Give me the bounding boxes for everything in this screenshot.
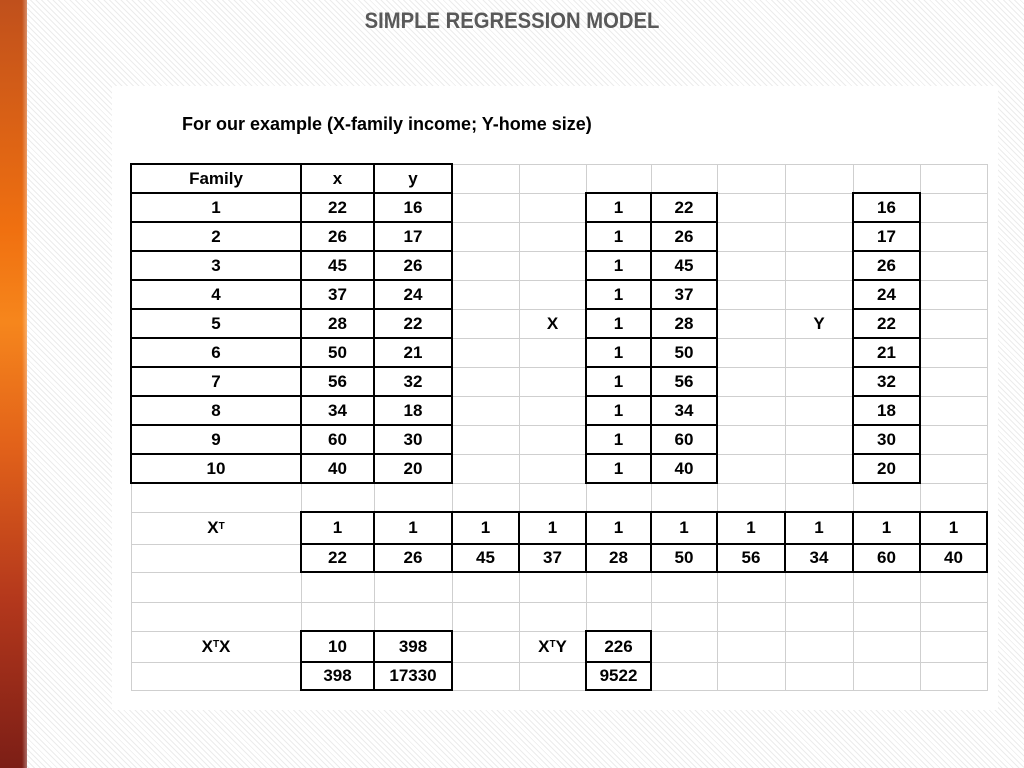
matrix-xt-row1-cell: 1 bbox=[814, 518, 824, 537]
matrix-xtx-cell: 17330 bbox=[389, 666, 437, 685]
family-cell: 5 bbox=[211, 313, 221, 333]
matrix-x-value-cell: 22 bbox=[674, 197, 694, 217]
matrix-xty-cell: 226 bbox=[604, 636, 633, 656]
matrix-y-value-cell: 20 bbox=[877, 458, 896, 478]
x-cell: 26 bbox=[328, 226, 347, 246]
matrix-xt-label-base: X bbox=[207, 518, 219, 537]
matrix-x-ones-cell: 1 bbox=[613, 371, 624, 391]
matrix-y-value-cell: 18 bbox=[877, 400, 896, 420]
matrix-xtx-label-base: X bbox=[201, 636, 213, 656]
matrix-xt-row2-cell: 50 bbox=[674, 548, 694, 567]
matrix-xt-row2-cell: 40 bbox=[944, 548, 963, 567]
matrix-y-value-cell: 24 bbox=[877, 284, 896, 304]
y-cell: 17 bbox=[403, 226, 423, 246]
y-cell: 24 bbox=[403, 284, 423, 304]
matrix-xt-row2-cell: 60 bbox=[877, 548, 896, 567]
header-family: Family bbox=[189, 168, 243, 188]
matrix-x-ones-cell: 1 bbox=[613, 255, 624, 275]
matrix-x-ones-cell: 1 bbox=[613, 197, 624, 217]
y-cell: 32 bbox=[403, 371, 423, 391]
family-cell: 1 bbox=[211, 197, 221, 217]
decorative-side-bar bbox=[0, 0, 27, 768]
transpose-superscript: T bbox=[212, 639, 220, 650]
matrix-xt-row2-cell: 22 bbox=[328, 548, 347, 567]
matrix-x-value-cell: 60 bbox=[674, 429, 694, 449]
example-subtitle: For our example (X-family income; Y-home size) bbox=[182, 114, 592, 134]
matrix-y-value-cell: 17 bbox=[877, 226, 896, 246]
matrix-xt-row2-cell: 45 bbox=[476, 548, 495, 567]
header-x: x bbox=[332, 168, 343, 188]
matrix-xtx-cell: 10 bbox=[328, 636, 347, 656]
matrix-y-value-cell: 26 bbox=[877, 255, 896, 275]
grid-line bbox=[785, 164, 786, 691]
matrix-xt-row1-cell: 1 bbox=[948, 518, 959, 537]
y-cell: 30 bbox=[403, 429, 423, 449]
y-cell: 21 bbox=[403, 342, 423, 362]
family-cell: 4 bbox=[211, 284, 221, 304]
x-cell: 60 bbox=[328, 429, 347, 449]
matrix-x-ones-cell: 1 bbox=[613, 313, 624, 333]
y-cell: 18 bbox=[403, 400, 423, 420]
grid-line bbox=[131, 662, 988, 663]
matrix-x-ones-cell: 1 bbox=[613, 458, 624, 478]
matrix-xt-row2-cell: 26 bbox=[403, 548, 423, 567]
matrix-x-ones-cell: 1 bbox=[613, 342, 624, 362]
matrix-x-ones-cell: 1 bbox=[613, 226, 624, 246]
matrix-x-value-cell: 28 bbox=[674, 313, 694, 333]
transpose-superscript: T bbox=[549, 639, 556, 650]
family-cell: 8 bbox=[211, 400, 221, 420]
matrix-xty-label bbox=[519, 631, 586, 662]
x-cell: 28 bbox=[328, 313, 347, 333]
x-cell: 37 bbox=[328, 284, 347, 304]
matrix-xt-row1-cell: 1 bbox=[547, 518, 558, 537]
y-cell: 26 bbox=[403, 255, 423, 275]
matrix-xt-row1-cell: 1 bbox=[408, 518, 418, 537]
family-cell: 10 bbox=[206, 458, 226, 478]
grid-line bbox=[519, 164, 520, 691]
matrix-xty-label-tail: Y bbox=[555, 636, 567, 656]
matrix-x-value-cell: 37 bbox=[674, 284, 694, 304]
matrix-x-ones-cell: 1 bbox=[613, 284, 624, 304]
matrix-xty-cell: 9522 bbox=[599, 666, 638, 685]
matrix-y-value-cell: 30 bbox=[877, 429, 896, 449]
matrix-xt-row1-cell: 1 bbox=[679, 518, 689, 537]
matrix-xt-row2-cell: 56 bbox=[741, 548, 761, 567]
matrix-x-value-cell: 40 bbox=[674, 458, 694, 478]
matrix-xtx-label-tail: X bbox=[219, 636, 231, 656]
matrix-xt-row1-cell: 1 bbox=[480, 518, 491, 537]
matrix-y-value-cell: 22 bbox=[877, 313, 896, 333]
matrix-x-value-cell: 45 bbox=[674, 255, 694, 275]
matrix-x-label: X bbox=[546, 313, 559, 333]
family-cell: 2 bbox=[211, 226, 221, 246]
matrix-xt-label bbox=[131, 512, 301, 544]
slide-title: SIMPLE REGRESSION MODEL bbox=[364, 8, 660, 33]
x-cell: 40 bbox=[328, 458, 347, 478]
matrix-xt-row1-cell: 1 bbox=[881, 518, 892, 537]
family-cell: 3 bbox=[211, 255, 221, 275]
matrix-x-value-cell: 50 bbox=[674, 342, 694, 362]
grid-line bbox=[131, 602, 988, 603]
grid-line bbox=[987, 164, 988, 691]
family-cell: 9 bbox=[211, 429, 221, 449]
x-cell: 45 bbox=[328, 255, 347, 275]
matrix-xt-row2-cell: 34 bbox=[809, 548, 829, 567]
y-cell: 22 bbox=[403, 313, 423, 333]
matrix-y-value-cell: 21 bbox=[877, 342, 896, 362]
family-cell: 6 bbox=[211, 342, 221, 362]
matrix-x-value-cell: 56 bbox=[674, 371, 694, 391]
matrix-xtx-cell: 398 bbox=[398, 636, 428, 656]
matrix-x-ones-cell: 1 bbox=[613, 400, 624, 420]
x-cell: 56 bbox=[328, 371, 347, 391]
y-cell: 16 bbox=[403, 197, 423, 217]
matrix-xtx-cell: 398 bbox=[323, 666, 352, 685]
matrix-x-ones-cell: 1 bbox=[613, 429, 624, 449]
x-cell: 50 bbox=[328, 342, 347, 362]
y-cell: 20 bbox=[403, 458, 423, 478]
matrix-xt-row2-cell: 28 bbox=[609, 548, 628, 567]
matrix-y-value-cell: 32 bbox=[877, 371, 896, 391]
header-y: y bbox=[408, 168, 418, 188]
matrix-xtx-label bbox=[131, 631, 301, 662]
matrix-xty-label-base: X bbox=[538, 636, 550, 656]
matrix-x-value-cell: 34 bbox=[674, 400, 694, 420]
matrix-xt-row1-cell: 1 bbox=[332, 518, 343, 537]
x-cell: 22 bbox=[328, 197, 347, 217]
family-cell: 7 bbox=[211, 371, 221, 391]
grid-line bbox=[131, 690, 988, 691]
matrix-y-value-cell: 16 bbox=[877, 197, 896, 217]
matrix-y-label: Y bbox=[813, 313, 825, 333]
matrix-xt-row1-cell: 1 bbox=[613, 518, 624, 537]
matrix-xt-row1-cell: 1 bbox=[746, 518, 756, 537]
transpose-superscript: T bbox=[218, 520, 225, 532]
matrix-x-value-cell: 26 bbox=[674, 226, 694, 246]
matrix-xt-row2-cell: 37 bbox=[543, 548, 562, 567]
x-cell: 34 bbox=[328, 400, 347, 420]
